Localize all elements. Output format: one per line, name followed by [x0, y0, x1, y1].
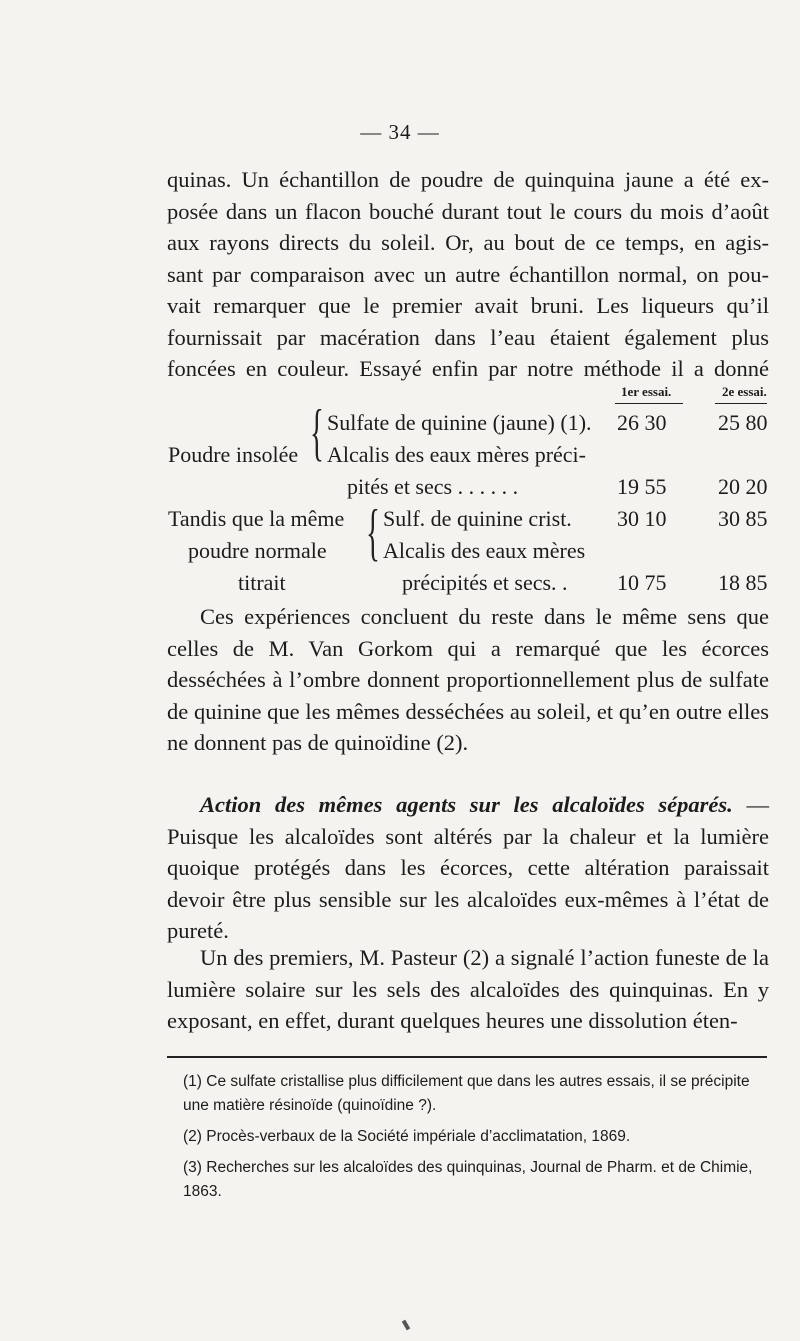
value-cell: 10 75	[617, 570, 667, 595]
text-line: aux rayons directs du soleil. Or, au bout de ce temps, en agis-	[167, 230, 769, 255]
row-label: Alcalis des eaux mères préci-	[327, 442, 586, 467]
footnote-1	[167, 1070, 769, 1118]
text-line: posée dans un flacon bouché durant tout le cours du mois d’août	[167, 198, 769, 224]
paragraph-1	[167, 164, 769, 385]
group-label: Poudre insolée	[168, 442, 299, 467]
row-label: Sulf. de quinine crist.	[383, 506, 572, 531]
footnote-3	[167, 1156, 769, 1204]
paragraph-2: Ces expériences concluent du reste dans le même sens que celles de M. Van Gorkom qui a remarqué que les écorces desséchées à l’ombre donnent proportionnellement plus de sulfate de quinine que les mêmes desséchées au soleil, et qu’en outre elles ne donnent pas de quinoïdine (2).	[167, 604, 769, 755]
group-label: poudre normale	[188, 538, 327, 563]
value-cell: 26 30	[617, 410, 667, 435]
paragraph-text: — Puisque les alcaloïdes sont altérés par la chaleur et la lumière quoique protégés dans les écorces, cette altération paraissait devoir être plus sensible sur les alcaloïdes eux-mêmes à l’état de pureté.	[167, 792, 769, 943]
brace-icon: {	[310, 396, 324, 467]
column-header-2: 2e essai.	[722, 384, 767, 399]
footnote-text: (2) Procès-verbaux de la Société impériale d’acclimatation, 1869.	[183, 1128, 631, 1145]
column-rule-1	[615, 403, 683, 404]
assay-table	[0, 378, 800, 598]
paragraph-3	[167, 789, 769, 947]
text-line: sant par comparaison avec un autre échantillon normal, on pou-	[167, 261, 769, 287]
group-label: titrait	[238, 570, 286, 595]
row-label: Sulfate de quinine (jaune) (1).	[327, 410, 592, 435]
paragraph-4: Un des premiers, M. Pasteur (2) a signalé l’action funeste de la lumière solaire sur les sels des alcaloïdes des quinquinas. En y exposant, en effet, durant quelques heures une dissolution éten-	[167, 945, 769, 1033]
ink-mark	[402, 1320, 410, 1331]
value-cell: 25 80	[718, 410, 768, 435]
row-label: précipités et secs. .	[402, 570, 568, 595]
text-line: quinas. Un échantillon de poudre de quinquina jaune a été ex-	[167, 167, 769, 192]
value-cell: 18 85	[718, 570, 768, 595]
text-line: foncées en couleur. Essayé enfin par notre méthode il a donné	[167, 356, 769, 381]
value-cell: 30 85	[718, 506, 768, 531]
text-line: vait remarquer que le premier avait bruni. Les liqueurs qu’il	[167, 293, 769, 318]
footnote-divider	[167, 1056, 767, 1058]
text-line: fournissait par macération dans l’eau étaient également plus	[167, 324, 769, 350]
value-cell: 19 55	[617, 474, 667, 499]
group-label: Tandis que la même	[168, 506, 345, 531]
row-label: pités et secs . . . . . .	[347, 474, 519, 499]
brace-icon: {	[366, 496, 380, 567]
footnote-text: (1) Ce sulfate cristallise plus difficilement que dans les autres essais, il se précipite une matière résinoïde (quinoïdine ?).	[183, 1073, 750, 1114]
value-cell: 20 20	[718, 474, 768, 499]
column-header-1: 1er essai.	[621, 384, 672, 399]
footnote-2	[167, 1125, 769, 1149]
column-rule-2	[715, 403, 767, 404]
page-number: — 34 —	[360, 120, 440, 144]
section-heading: Action des mêmes agents sur les alcaloïdes séparés.	[200, 792, 733, 817]
row-label: Alcalis des eaux mères	[383, 538, 586, 563]
footnote-text: (3) Recherches sur les alcaloïdes des quinquinas, Journal de Pharm. et de Chimie, 1863.	[183, 1159, 753, 1200]
value-cell: 30 10	[617, 506, 667, 531]
